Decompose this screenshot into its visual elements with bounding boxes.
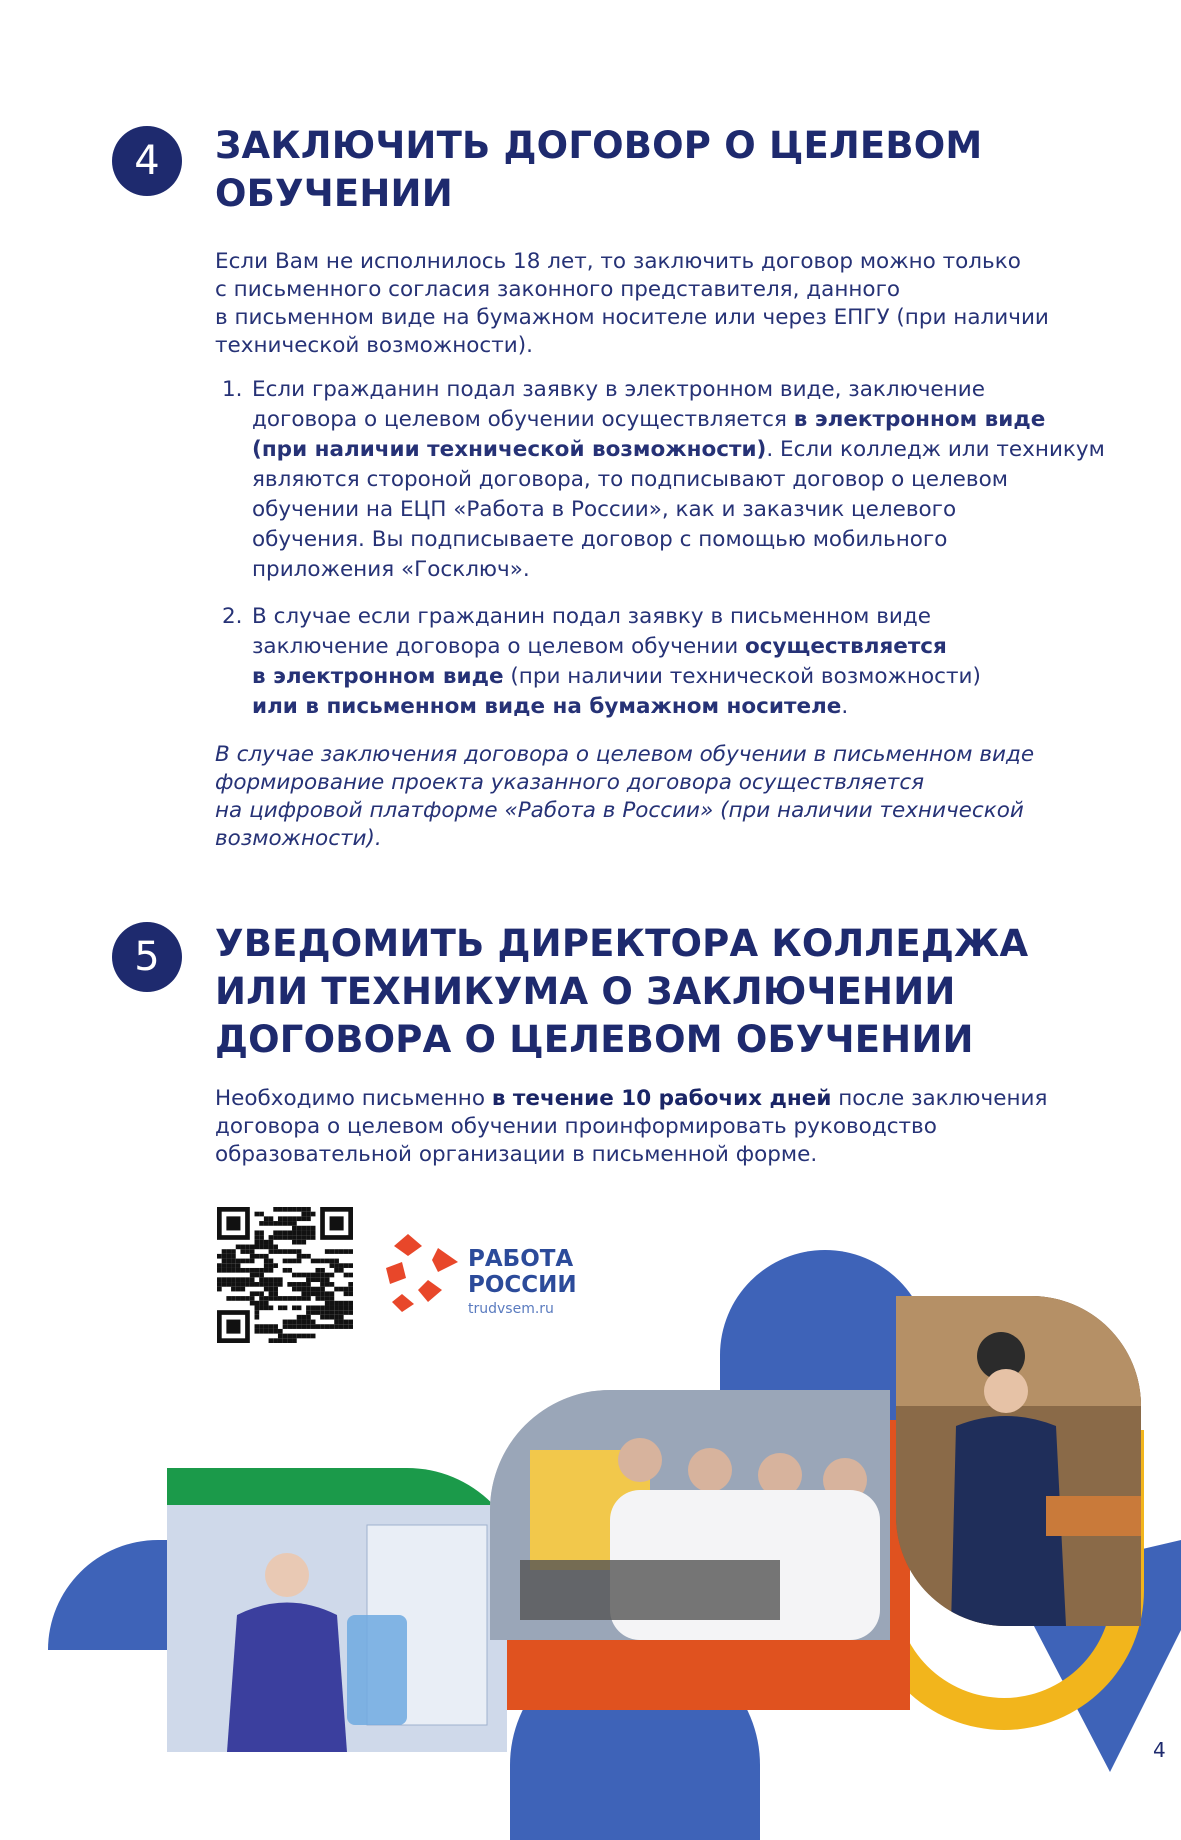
s5-line-3: образовательной организации в письменной форме. xyxy=(215,1142,818,1167)
step-4-badge: 4 xyxy=(112,126,182,196)
intro-line-4: технической возможности). xyxy=(215,333,533,358)
item2-line-4 xyxy=(222,692,1122,722)
s5-line-1-a: Необходимо письменно xyxy=(215,1086,492,1111)
page-number: 4 xyxy=(1153,1738,1166,1762)
s5-line-1-c: после заключения xyxy=(831,1086,1048,1111)
list-item-1-number: 1. xyxy=(222,377,243,402)
section-5-title-line-3: ДОГОВОРА О ЦЕЛЕВОМ ОБУЧЕНИИ xyxy=(215,1018,974,1061)
logo-line-1: РАБОТА xyxy=(468,1246,574,1272)
intro-line-2: с письменного согласия законного представителя, данного xyxy=(215,277,901,302)
item2-line-2 xyxy=(222,632,1122,662)
section-4-title xyxy=(215,122,982,218)
item1-line-3-text: . Если колледж или техникум xyxy=(766,437,1105,462)
logo-site[interactable]: trudvsem.ru xyxy=(468,1301,554,1317)
item1-line-6: обучения. Вы подписываете договор с помощью мобильного xyxy=(252,527,948,552)
s5-line-2: договора о целевом обучении проинформировать руководство xyxy=(215,1114,937,1139)
note-line-3: на цифровой платформе «Работа в России» (при наличии технической xyxy=(215,798,1024,823)
item1-line-2-text: договора о целевом обучении осуществляется xyxy=(252,407,794,432)
section-4-intro xyxy=(215,248,1115,360)
list-item-2-number: 2. xyxy=(222,604,243,629)
section-5-body xyxy=(215,1085,1115,1169)
item1-line-3 xyxy=(222,435,1122,465)
item1-line-2 xyxy=(222,405,1122,435)
photo-students-group xyxy=(490,1390,890,1640)
photo-lab-student xyxy=(167,1505,507,1752)
item1-line-4: являются стороной договора, то подписывают договор о целевом xyxy=(252,467,1008,492)
section-5-title xyxy=(215,920,1028,1064)
item1-line-7: приложения «Госключ». xyxy=(252,557,530,582)
qr-code[interactable] xyxy=(217,1207,353,1343)
intro-line-3: в письменном виде на бумажном носителе или через ЕПГУ (при наличии xyxy=(215,305,1049,330)
item2-line-1: В случае если гражданин подал заявку в письменном виде xyxy=(252,604,931,629)
note-line-1: В случае заключения договора о целевом обучении в письменном виде xyxy=(215,742,1035,767)
item1-line-3-bold: (при наличии технической возможности) xyxy=(252,437,767,462)
s5-line-1 xyxy=(215,1085,1115,1113)
welder-illustration xyxy=(896,1296,1141,1626)
rabota-rossii-logo xyxy=(468,1246,577,1318)
group-illustration xyxy=(490,1390,890,1640)
lab-illustration xyxy=(167,1505,507,1752)
rabota-rossii-logo-icon xyxy=(384,1232,462,1314)
item1-line-2-bold: в электронном виде xyxy=(793,407,1046,432)
item1-line-1: Если гражданин подал заявку в электронном виде, заключение xyxy=(252,377,985,402)
list-item-2 xyxy=(222,602,1122,722)
item2-line-4-text: . xyxy=(841,694,849,719)
section-4-note xyxy=(215,741,1115,853)
item2-line-3-text: (при наличии технической возможности) xyxy=(503,664,981,689)
note-line-4: возможности). xyxy=(215,826,382,851)
item2-line-4-bold: или в письменном виде на бумажном носителе xyxy=(252,694,842,719)
list-item-1 xyxy=(222,375,1122,585)
photo-welder xyxy=(896,1296,1141,1626)
section-4-title-line-1: ЗАКЛЮЧИТЬ ДОГОВОР О ЦЕЛЕВОМ xyxy=(215,124,983,167)
s5-line-1-bold: в течение 10 рабочих дней xyxy=(491,1086,832,1111)
section-4-list xyxy=(222,375,1122,722)
logo-line-2: РОССИИ xyxy=(468,1272,577,1298)
section-4-title-line-2: ОБУЧЕНИИ xyxy=(215,172,453,215)
item2-line-3-bold: в электронном виде xyxy=(252,664,504,689)
note-line-2: формирование проекта указанного договора осуществляется xyxy=(215,770,925,795)
item2-line-2-text: заключение договора о целевом обучении xyxy=(252,634,746,659)
section-5-title-line-2: ИЛИ ТЕХНИКУМА О ЗАКЛЮЧЕНИИ xyxy=(215,970,956,1013)
intro-line-1: Если Вам не исполнилось 18 лет, то заключить договор можно только xyxy=(215,249,1021,274)
section-5-title-line-1: УВЕДОМИТЬ ДИРЕКТОРА КОЛЛЕДЖА xyxy=(215,922,1029,965)
step-5-badge: 5 xyxy=(112,922,182,992)
item2-line-3 xyxy=(222,662,1122,692)
item1-line-5: обучении на ЕЦП «Работа в России», как и заказчик целевого xyxy=(252,497,957,522)
item2-line-2-bold: осуществляется xyxy=(745,634,947,659)
